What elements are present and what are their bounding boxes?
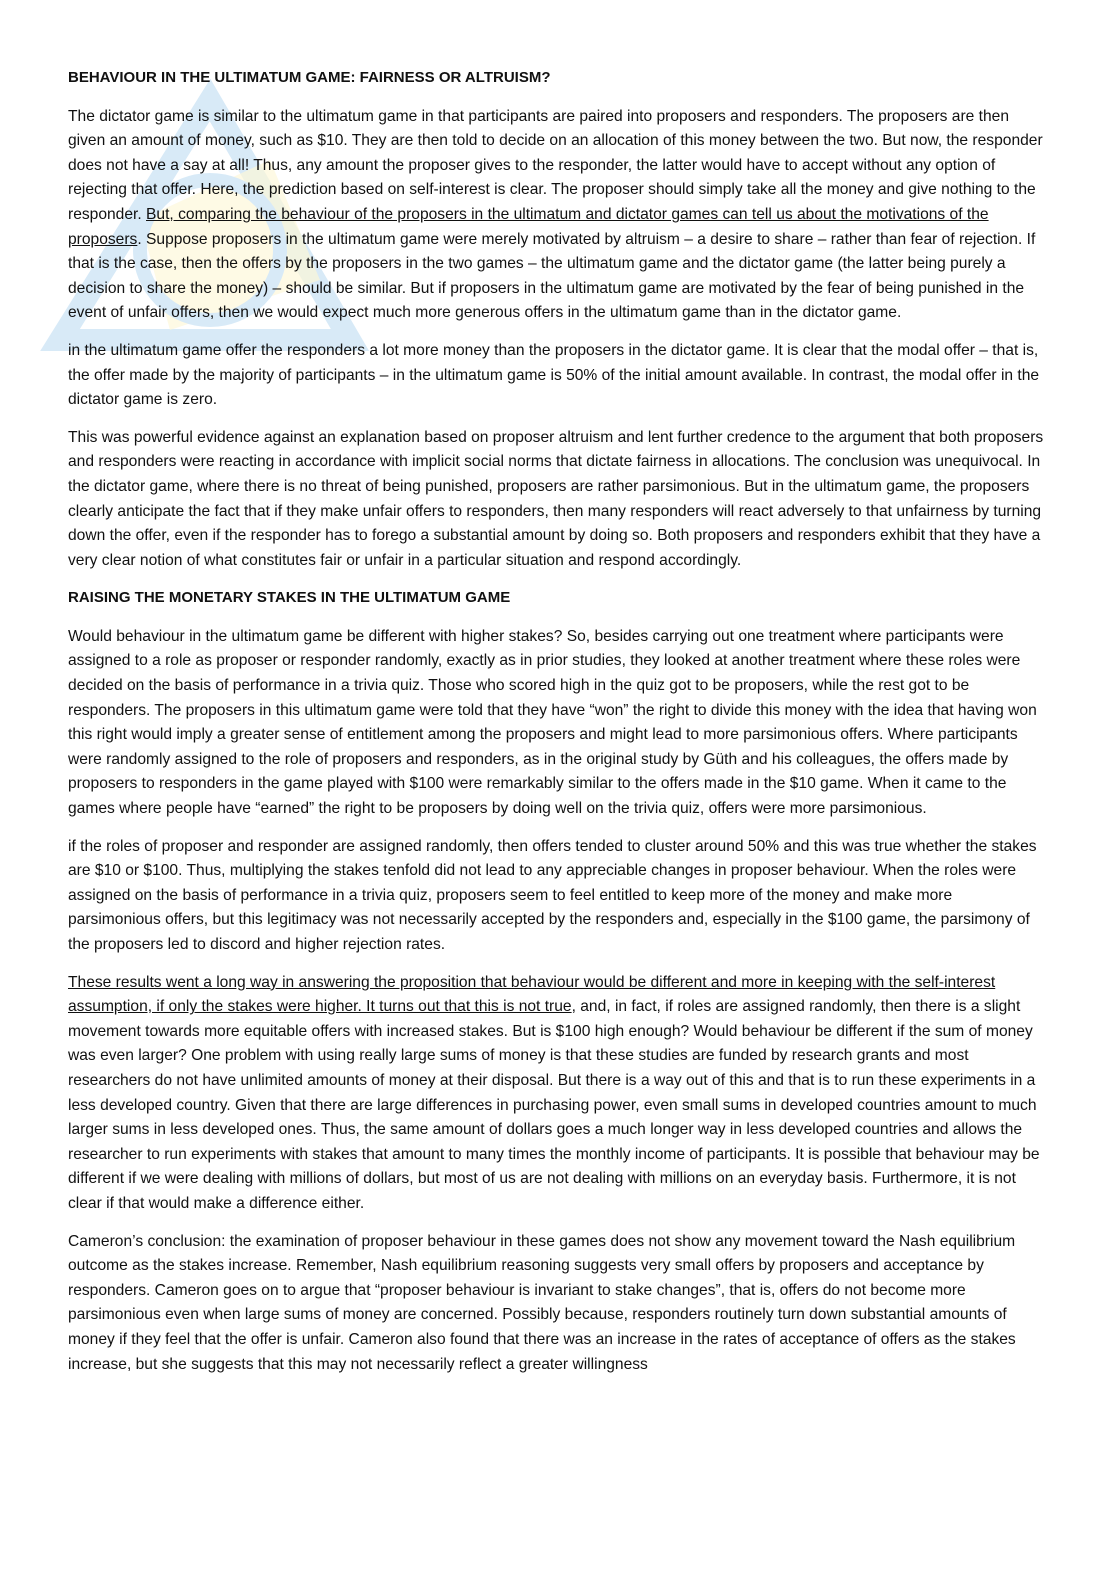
paragraph-evidence: This was powerful evidence against an explanation based on proposer altruism and lent further credence to the argument that both proposers and responders were reacting in accordance with implicit social norms that dictate fairness in allocations. The conclusion was unequivocal. In the dictator game, where there is no threat of being punished, proposers are rather parsimonious. But in the ultimatum game, the proposers clearly anticipate the fact that if they make unfair offers to responders, then many responders will react adversely to that unfairness by turning down the offer, even if the responder has to forego a substantial amount by doing so. Both proposers and responders exhibit that they have a very clear notion of what constitutes fair or unfair in a particular situation and respond accordingly. xyxy=(68,428,1044,569)
paragraph-higher-stakes: Would behaviour in the ultimatum game be different with higher stakes? So, besides carrying out one treatment where participants were assigned to a role as proposer or responder randomly, exactly as in prior studies, they looked at another treatment where these roles were decided on the basis of performance in a trivia quiz. Those who scored high in the quiz got to be proposers, while the rest got to be responders. The proposers in this ultimatum game were told that they have “won” the right to divide this money with the idea that having won this right would imply a greater sense of entitlement among the proposers and might lead to more parsimonious offers. Where participants were randomly assigned to the role of proposers and responders, as in the original study by Güth and his colleagues, the offers made by proposers to responders in the game played with $100 were remarkably similar to the offers made in the $10 game. When it came to the games where people have “earned” the right to be proposers by doing well on the trivia quiz, offers were more parsimonious. xyxy=(68,627,1037,818)
paragraph-text: , and, in fact, if roles are assigned randomly, then there is a slight movement towards more equitable offers with increased stakes. But is $100 high enough? Would behaviour be different if the sum of money was even larger? One problem with using really large sums of money is that these studies are funded by research grants and most researchers do not have unlimited amounts of money at their disposal. But there is a way out of this and that is to run these experiments in a less developed country. Given that there are large differences in purchasing power, even small sums in developed countries amount to much larger sums in less developed ones. Thus, the same amount of dollars goes a much longer way in less developed countries and allows the researcher to run experiments with stakes that amount to many times the monthly income of participants. It is possible that behaviour may be different if we were dealing with millions of dollars, but most of us are not dealing with millions on an everyday basis. Furthermore, it is not clear if that would make a difference either. xyxy=(68,998,1040,1212)
section-heading-fairness: BEHAVIOUR IN THE ULTIMATUM GAME: FAIRNESS OR ALTRUISM? xyxy=(68,69,551,86)
paragraph-results xyxy=(68,971,1048,1217)
paragraph-dictator-game xyxy=(68,105,1048,326)
paragraph-cameron-conclusion: Cameron’s conclusion: the examination of proposer behaviour in these games does not show any movement toward the Nash equilibrium outcome as the stakes increase. Remember, Nash equilibrium reasoning suggests very small offers by proposers and acceptance by responders. Cameron goes on to argue that “proposer behaviour is invariant to stake changes”, that is, offers do not become more parsimonious even when large sums of money are concerned. Possibly because, responders routinely turn down substantial amounts of money if they feel that the offer is unfair. Cameron also found that there was an increase in the rates of acceptance of offers as the stakes increase, but she suggests that this may not necessarily reflect a greater willingness xyxy=(68,1232,1016,1373)
underlined-text: But, comparing the behaviour of the proposers in the ultimatum and dictator games can tell us about the motivations of the proposers xyxy=(68,205,989,248)
section-heading-stakes: RAISING THE MONETARY STAKES IN THE ULTIMATUM GAME xyxy=(68,589,511,607)
paragraph-text: . Suppose proposers in the ultimatum game were merely motivated by altruism – a desire to share – rather than fear of rejection. If that is the case, then the offers by the proposers in the two games – the ultimatum game and the dictator game (the latter being purely a decision to share the money) – should be similar. But if proposers in the ultimatum game are motivated by the fear of being punished in the event of unfair offers, then we would expect much more generous offers in the ultimatum game than in the dictator game. xyxy=(68,230,1036,322)
paragraph-text: The dictator game is similar to the ultimatum game in that participants are paired into proposers and responders. The proposers are then given an amount of money, such as $10. They are then told to decide on an allocation of this money between the two. But now, the responder does not have a say at all! Thus, any amount the proposer gives to the responder, the latter would have to accept without any option of rejecting that offer. Here, the prediction based on self-interest is clear. The proposer should simply take all the money and give nothing to the responder. xyxy=(68,107,1043,223)
document-page xyxy=(68,66,1048,1390)
paragraph-modal-offer: in the ultimatum game offer the responders a lot more money than the proposers in the dictator game. It is clear that the modal offer – that is, the offer made by the majority of participants – in the ultimatum game is 50% of the initial amount available. In contrast, the modal offer in the dictator game is zero. xyxy=(68,341,1040,409)
underlined-text: These results went a long way in answering the proposition that behaviour would be different and more in keeping with the self-interest assumption, if only the stakes were higher. It turns out that this is not true xyxy=(68,973,996,1016)
paragraph-random-roles: if the roles of proposer and responder are assigned randomly, then offers tended to cluster around 50% and this was true whether the stakes are $10 or $100. Thus, multiplying the stakes tenfold did not lead to any appreciable changes in proposer behaviour. When the roles were assigned on the basis of performance in a trivia quiz, proposers seem to feel entitled to keep more of the money and make more parsimonious offers, but this legitimacy was not necessarily accepted by the responders and, especially in the $100 game, the parsimony of the proposers led to discord and higher rejection rates. xyxy=(68,837,1037,953)
